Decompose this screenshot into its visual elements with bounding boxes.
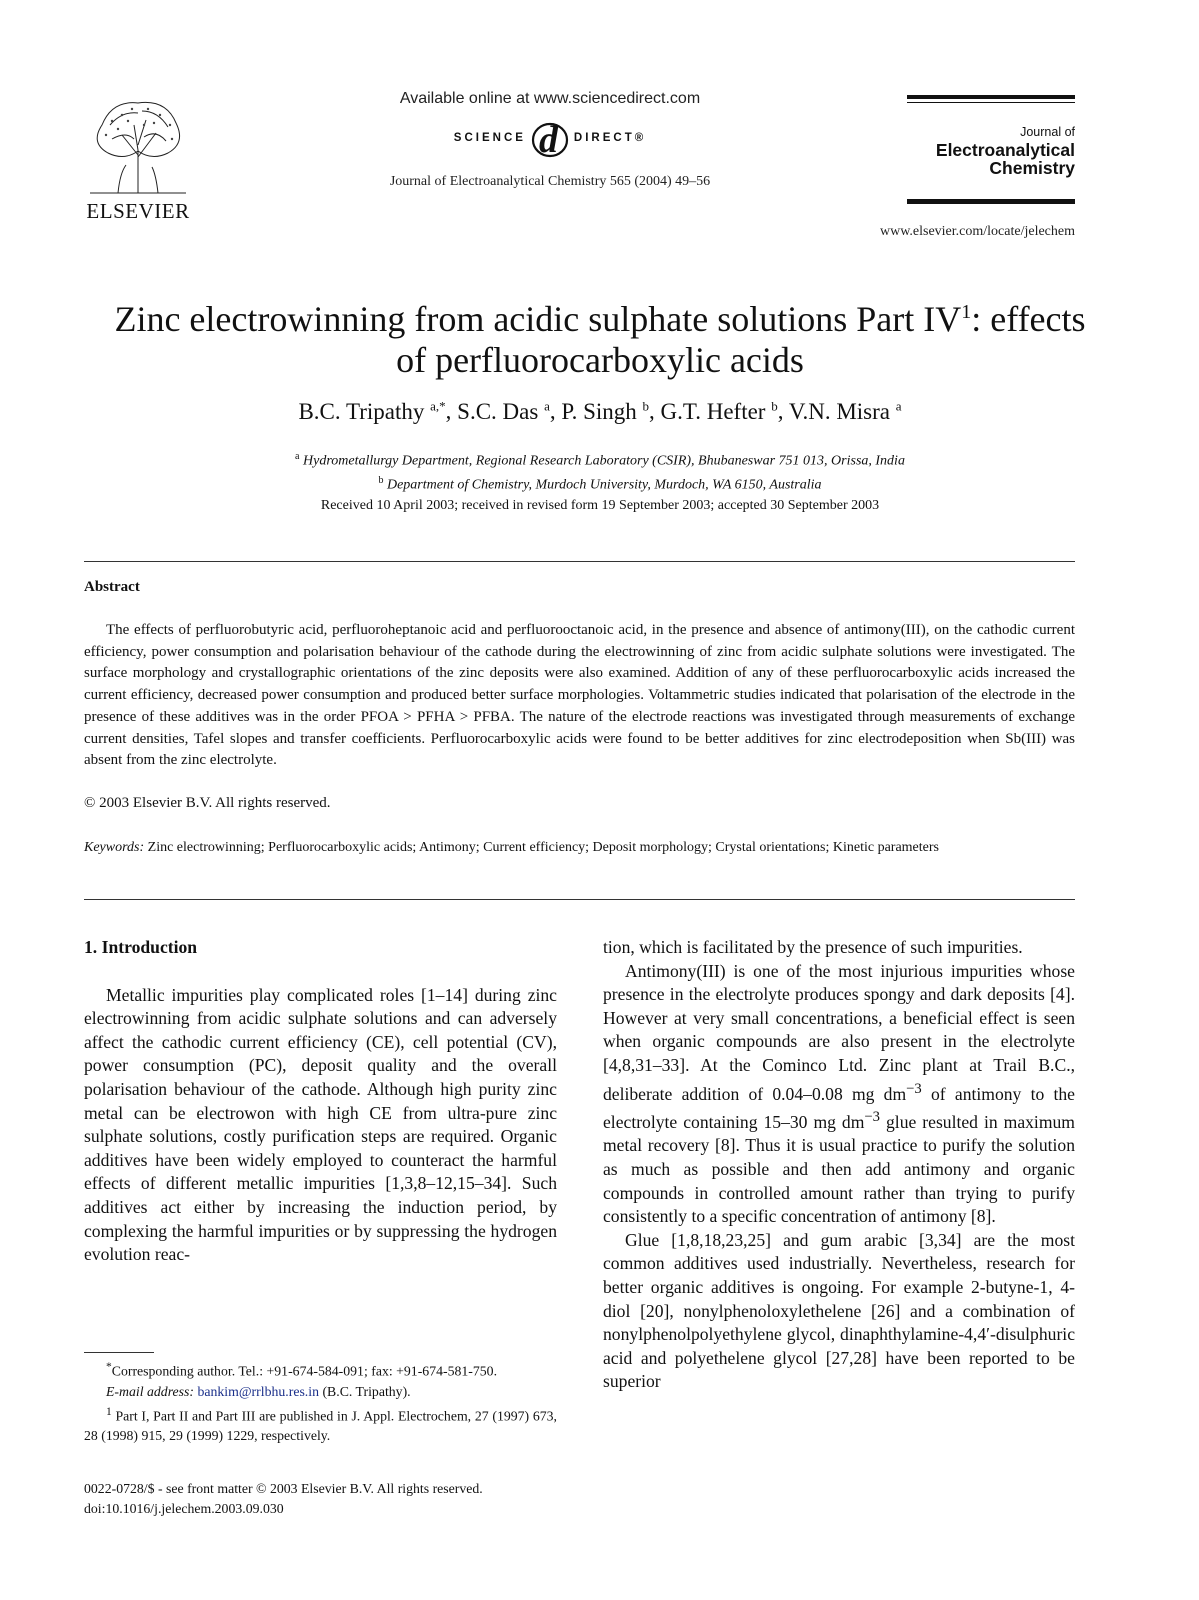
sd-right-text: DIRECT® xyxy=(573,132,647,144)
article-title xyxy=(60,292,1140,381)
affiliations xyxy=(60,447,1140,494)
footnote-corresponding: *Corresponding author. Tel.: +91-674-584-091; fax: +91-674-581-750. xyxy=(106,1361,498,1379)
sciencedirect-header xyxy=(340,90,760,190)
left-column xyxy=(84,936,557,1267)
keywords-text: Zinc electrowinning; Perfluorocarboxylic acids; Antimony; Current efficiency; Deposit morphology; Crystal orientations; Kinetic parameters xyxy=(147,840,939,855)
sciencedirect-logo xyxy=(340,116,760,160)
paragraph: Antimony(III) is one of the most injurious impurities whose presence in the electrolyte produces spongy and dark deposits [4]. However at very small concentrations, a beneficial effect is seen when organic compounds are also present in the electrolyte [4,8,31–33]. At the Cominco Ltd. Zinc plant at Trail B.C., deliberate addition of 0.04–0.08 mg $dm^{-3}$ of antimony to the electrolyte containing 15–30 mg $dm^{-3}$ glue resulted in maximum metal recovery [8]. Thus it is usual practice to purify the solution as much as possible and then add antimony and organic compounds in controlled amount rather than trying to purify consistently to a specific concentration of antimony [8]. xyxy=(603,960,1075,1227)
author[interactable]: P. Singh $^b$ xyxy=(561,398,650,424)
sciencedirect-d-icon xyxy=(530,116,570,160)
footnote-rule xyxy=(84,1352,154,1353)
author[interactable]: B.C. Tripathy $^{a,*}$ xyxy=(298,398,446,424)
journal-brand xyxy=(907,95,1075,204)
received-dates: Received 10 April 2003; received in revised form 19 September 2003; accepted 30 September 2003 xyxy=(320,498,880,513)
author[interactable]: S.C. Das $^a$ xyxy=(457,398,550,424)
section-heading: 1. Introduction xyxy=(84,937,198,957)
divider xyxy=(84,561,1075,562)
author[interactable]: V.N. Misra $^a$ xyxy=(788,398,902,424)
title-line2: of perfluorocarboxylic acids xyxy=(396,340,804,380)
title-footnote-mark[interactable]: 1 xyxy=(961,301,972,323)
footnote-1: $^1$ Part I, Part II and Part III are published in J. Appl. Electrochem, 27 (1997) 673, 28 (1998) 915, 29 (1999) 1229, respectively. xyxy=(84,1405,557,1444)
title-part-b: : effects xyxy=(971,299,1086,339)
paragraph: Metallic impurities play complicated roles [1–14] during zinc electrowinning from acidic sulphate solutions and can adversely affect the cathodic current efficiency (CE), cell potential (CV), power consumption (PC), deposit quality and the overall polarisation behaviour of the cathode. Although high purity zinc metal can be electrowon with high CE from ultra-pure zinc sulphate solutions, costly purification steps are required. Organic additives have been widely employed to counteract the harmful effects of different metallic impurities [1,3,8–12,15–34]. Such additives act either by increasing the induction period, by complexing the harmful impurities or by suppressing the hydrogen evolution reac- xyxy=(84,984,557,1265)
email-link[interactable]: bankim@rrlbhu.res.in xyxy=(197,1383,319,1399)
abstract-heading: Abstract xyxy=(84,579,140,595)
abstract-body: The effects of perfluorobutyric acid, perfluoroheptanoic acid and perfluorooctanoic acid, in the presence and absence of antimony(III), on the cathodic current efficiency, power consumption and polarisation behaviour of the cathode during the electrowinning of zinc from acidic sulphate solutions were investigated. The surface morphology and crystallographic orientations of the zinc deposits were also examined. Addition of any of these perfluorocarboxylic acids increased the current efficiency, decreased power consumption and produced better surface morphologies. Voltammetric studies indicated that polarisation of the electrode in the presence of these additives was in the order PFOA > PFHA > PFBA. The nature of the electrode reactions was investigated through measurements of exchange current densities, Tafel slopes and transfer coefficients. Perfluorocarboxylic acids were found to be better additives for zinc electrodeposition when Sb(III) was absent from the zinc electrolyte. xyxy=(84,622,1075,769)
abstract-copyright: © 2003 Elsevier B.V. All rights reserved. xyxy=(84,795,331,811)
sd-left-text: SCIENCE xyxy=(453,132,526,144)
keywords-label: Keywords: xyxy=(84,840,145,855)
top-rule-thick xyxy=(907,95,1075,99)
journal-citation: Journal of Electroanalytical Chemistry 565 (2004) 49–56 xyxy=(389,174,711,189)
bottom-rule-thick xyxy=(907,200,1075,204)
paragraph: tion, which is facilitated by the presence of such impurities. xyxy=(603,937,1023,957)
svg-text:d: d xyxy=(538,119,561,160)
footnotes xyxy=(84,1357,557,1446)
journal-title-line2: Chemistry xyxy=(989,158,1075,178)
bottom-identifiers xyxy=(84,1479,483,1519)
affiliation: $^a$ Hydrometallurgy Department, Regional Research Laboratory (CSIR), Bhubaneswar 751 013, Orissa, India xyxy=(295,451,905,469)
publisher-name: ELSEVIER xyxy=(86,199,190,223)
right-column xyxy=(603,936,1075,1394)
elsevier-tree-icon xyxy=(82,95,194,195)
bottom-rules xyxy=(907,199,1075,204)
issn-line: 0022-0728/$ - see front matter © 2003 Elsevier B.V. All rights reserved. xyxy=(84,1481,483,1496)
paragraph: Glue [1,8,18,23,25] and gum arabic [3,34] are the most common additives used industrially. Nevertheless, research for better organic additives is ongoing. For example 2-butyne-1, 4-diol [20], nonylphenoloxylethelene [26] and a combination of nonylphenolpolyethylene glycol, dinaphthylamine-4,4′-disulphuric acid and polyethelene glycol [27,28] have been reported to be superior xyxy=(603,1229,1075,1392)
author[interactable]: G.T. Hefter $^b$ xyxy=(660,398,778,424)
journal-title-small: Journal of xyxy=(1020,125,1075,139)
elsevier-logo xyxy=(82,95,194,222)
journal-url[interactable]: www.elsevier.com/locate/jelechem xyxy=(879,224,1075,239)
available-online-text: Available online at www.sciencedirect.com xyxy=(399,90,701,107)
journal-title xyxy=(907,123,1075,177)
journal-title-line1: Electroanalytical xyxy=(935,140,1075,160)
doi-line[interactable]: doi:10.1016/j.jelechem.2003.09.030 xyxy=(84,1501,284,1516)
author-list: B.C. Tripathy $^{a,*}$, S.C. Das $^a$, P. Singh $^b$, G.T. Hefter $^b$, V.N. Misra $^a$ xyxy=(298,398,902,424)
affiliation: $^b$ Department of Chemistry, Murdoch University, Murdoch, WA 6150, Australia xyxy=(378,474,822,493)
keywords xyxy=(84,838,1075,858)
title-part-a: Zinc electrowinning from acidic sulphate solutions Part IV xyxy=(114,299,962,339)
top-rule-thin xyxy=(907,102,1075,103)
divider xyxy=(84,899,1075,900)
footnote-email: E-mail address: bankim@rrlbhu.res.in (B.C. Tripathy). xyxy=(106,1383,411,1399)
